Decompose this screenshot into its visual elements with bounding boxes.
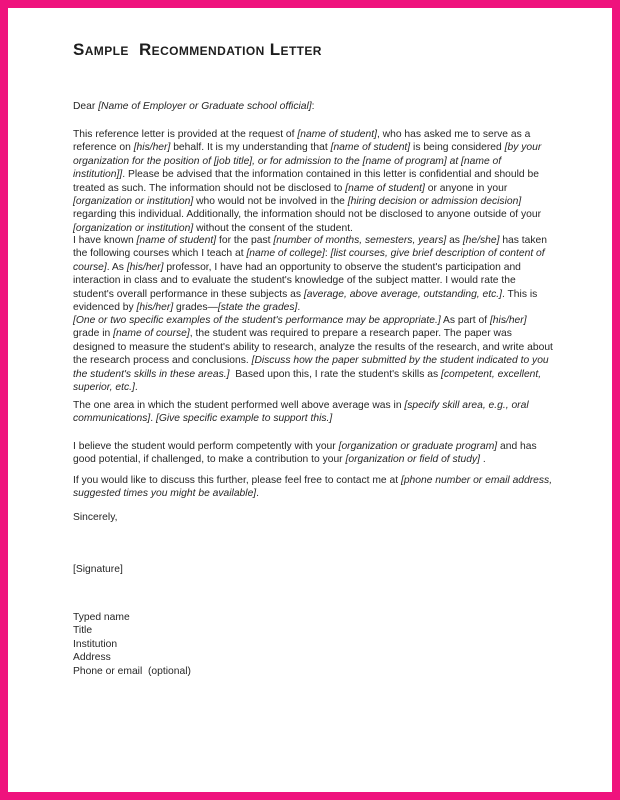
letter-line: [One or two specific examples of the student's performance may be appropriate.] As part of [his/her] [73, 315, 527, 326]
letter-line: course]. As [his/her] professor, I have had an opportunity to observe the student's participation and [73, 261, 521, 273]
letter-line: If you would like to discuss this further, please feel free to contact me at [phone number or email address, [73, 475, 553, 486]
letter-line: [organization or institution] who would not be involved in the [hiring decision or admission decision] [73, 196, 522, 208]
letter-line: designed to measure the student's ability to research, analyze the results of the research, and write about [73, 341, 553, 353]
letter-line: Dear [Name of Employer or Graduate school official]: [73, 101, 315, 112]
letter-line: communications]. [Give specific example to support this.] [73, 413, 333, 425]
paragraph-potential [73, 440, 584, 467]
paragraph-research-paper [73, 314, 584, 394]
salutation [73, 100, 584, 113]
letter-line: the research process and conclusions. [Discuss how the paper submitted by the student indicated to you [73, 355, 549, 367]
paragraph-confidentiality [73, 128, 584, 235]
letter-line: student's overall performance in these subjects as [average, above average, outstanding, etc.]. This is [73, 288, 538, 300]
letter-line: suggested times you might be available]. [73, 488, 260, 500]
letter-line: the student's skills in these areas.] Based upon this, I rate the student's skills as [competent, excellent, [73, 368, 542, 380]
closing-sincerely [73, 511, 584, 524]
letter-line: [organization or institution] without the consent of the student. [73, 222, 353, 234]
letter-line: I have known [name of student] for the past [number of months, semesters, years] as [he/she] has taken [73, 235, 547, 246]
letter-line: interaction in class and to evaluate the student's knowledge of the subject matter. I would rate the [73, 275, 516, 287]
letter-line: Institution [73, 638, 118, 650]
letter-line: Sincerely, [73, 512, 118, 523]
letter-line: superior, etc.]. [73, 382, 138, 394]
paragraph-contact [73, 474, 584, 501]
letter-line: Typed name [73, 612, 130, 623]
letter-line: organization for the position of [job title], or for admission to the [name of program] at [name of [73, 155, 502, 167]
signature-placeholder [73, 563, 584, 576]
letter-line: evidenced by [his/her] grades—[state the grades]. [73, 302, 301, 314]
signature-block [73, 611, 584, 678]
letter-line: [Signature] [73, 564, 123, 575]
document-title: Sample Recommendation Letter [73, 40, 322, 59]
letter-line: This reference letter is provided at the request of [name of student], who has asked me to serve as a [73, 129, 531, 140]
letter-line: regarding this individual. Additionally, the information should not be disclosed to anyone outside of your [73, 209, 542, 221]
letter-line: grade in [name of course], the student was required to prepare a research paper. The paper was [73, 328, 512, 340]
letter-line: treated as such. The information should not be disclosed to [name of student] or anyone in your [73, 182, 508, 194]
letter-line: The one area in which the student performed well above average was in [specify skill area, e.g., oral [73, 400, 529, 411]
letter-line: I believe the student would perform competently with your [organization or graduate program] and has [73, 441, 537, 452]
letter-line: institution]]. Please be advised that the information contained in this letter is confidential and should be [73, 169, 539, 181]
letter-line: reference on [his/her] behalf. It is my understanding that [name of student] is being considered [by your [73, 142, 542, 154]
paragraph-courses [73, 234, 584, 314]
letter-line: Address [73, 652, 111, 664]
paragraph-skill-area [73, 399, 584, 426]
letter-line: the following courses which I teach at [name of college]: [list courses, give brief description of content of [73, 248, 545, 260]
letter-line: Phone or email (optional) [73, 665, 191, 677]
letter-line: Title [73, 625, 93, 637]
letter-sheet [8, 8, 612, 792]
letter-line: good potential, if challenged, to make a contribution to your [organization or field of study] . [73, 454, 486, 466]
